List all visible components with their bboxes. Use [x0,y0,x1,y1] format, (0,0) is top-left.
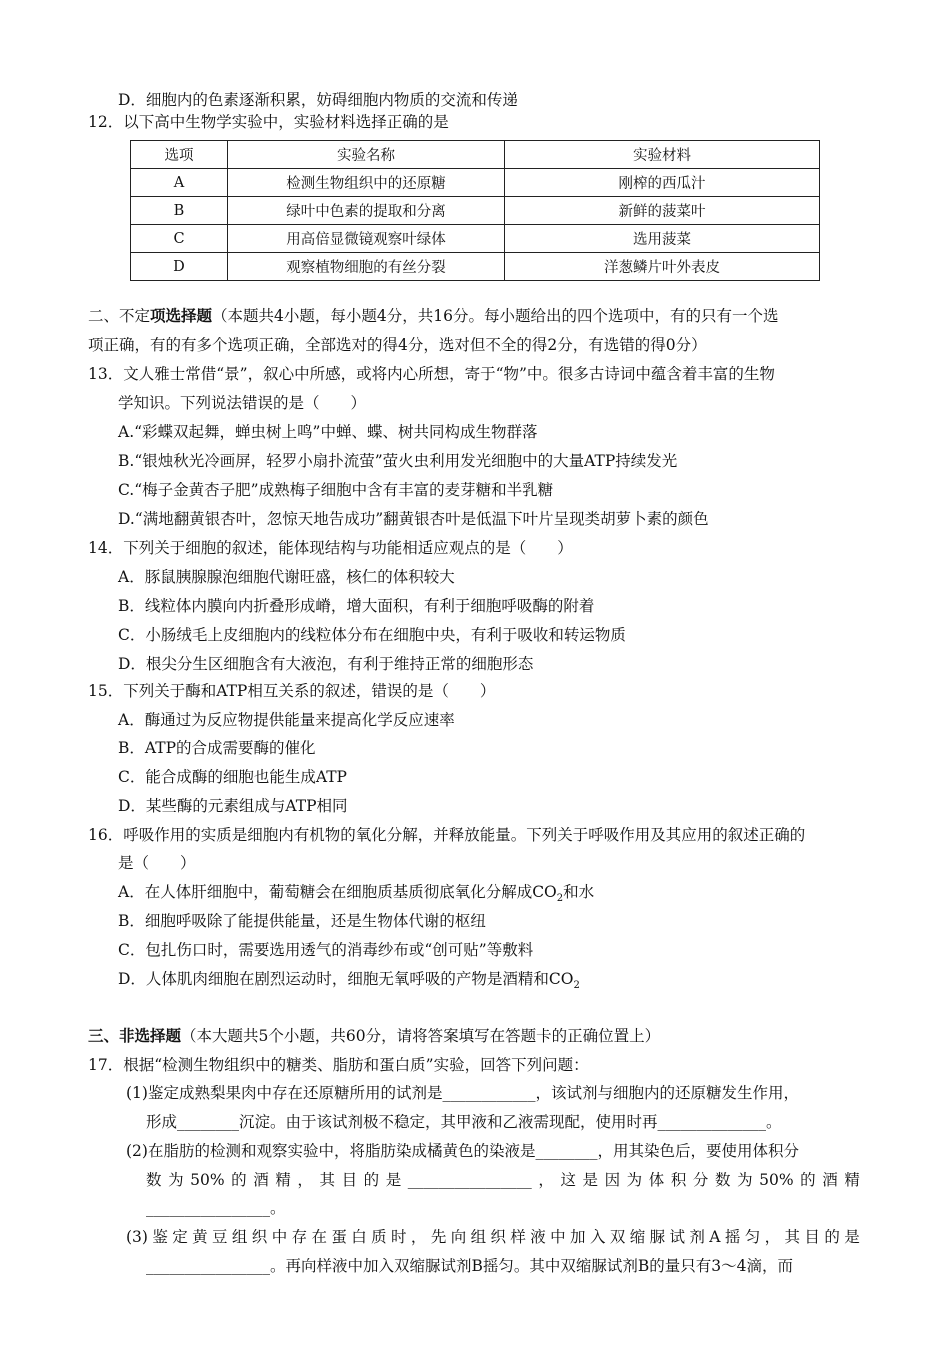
text-token: 的 [363,1171,380,1189]
q16-stem-2: 是（ ） [118,854,196,872]
text-token: ， [538,1171,554,1189]
text-token: 向 [450,1228,467,1246]
section3-desc: （本大题共5个小题，共60分，请将答案填写在答题卡的正确位置上） [181,1027,661,1045]
text-token: 为 [168,1171,184,1189]
text-token: 剂 [689,1228,705,1246]
q13-stem-2: 学知识。下列说法错误的是（ ） [118,394,367,412]
text-token: 这 [560,1171,576,1189]
q17-part1-line1: (1)鉴定成熟梨果肉中存在还原糖所用的试剂是____________，该试剂与细胞内的还原糖发生作用， [126,1084,799,1102]
text-token: ________________ [407,1171,532,1189]
text-token: (3) [126,1228,148,1246]
q13-stem: 13．文人雅士常借“景”，叙心中所感，或将内心所想，寄于“物”中。很多古诗词中蕴含着丰富的生物 [88,365,775,383]
text-token: 为 [737,1171,753,1189]
table-cell: 洋葱鳞片叶外表皮 [505,253,820,281]
table-cell: A [131,169,228,197]
text-token: ， [764,1228,781,1246]
q13-option-a: A.“彩蝶双起舞，蝉虫树上鸣”中蝉、蝶、树共同构成生物群落 [118,423,538,441]
q15-option-a: A．酶通过为反应物提供能量来提高化学反应速率 [118,711,455,729]
q13-option-d: D.“满地翻黄银杏叶，忽惊天地告成功”翻黄银杏叶是低温下叶片呈现类胡萝卜素的颜色 [118,510,709,528]
text-token: 定 [172,1228,188,1246]
text-token: 黄 [192,1228,208,1246]
q17-part2-line2 [146,1170,860,1190]
text-token: 鉴 [152,1228,168,1246]
table-row [131,253,820,281]
text-token: 组 [231,1228,248,1246]
text-token: 存 [291,1228,308,1246]
text-token: 先 [430,1228,447,1246]
text-token: 加 [570,1228,586,1246]
text-token: 织 [490,1228,506,1246]
q11-option-d: D．细胞内的色素逐渐积累，妨碍细胞内物质的交流和传递 [118,91,518,109]
q17-part2-line1: (2)在脂肪的检测和观察实验中，将脂肪染成橘黄色的染液是________，用其染色后，要使用体积分 [126,1142,799,1160]
q17-part3-line2: ________________。再向样液中加入双缩脲试剂B摇匀。其中双缩脲试剂B的量只有3～4滴，而 [146,1257,794,1275]
text-token: 质 [371,1228,387,1246]
text-token: 目 [804,1228,820,1246]
text-token: 豆 [212,1228,228,1246]
subscript: 2 [556,893,564,905]
text-token: 在 [311,1228,327,1246]
q15-option-c: C．能合成酶的细胞也能生成ATP [118,768,347,786]
table-cell: D [131,253,228,281]
table-header-row [131,141,820,169]
q17-part1-line2: 形成________沉淀。由于该试剂极不稳定，其甲液和乙液需现配，使用时再______________。 [146,1113,782,1131]
text-token: 精 [844,1171,860,1189]
table-row [131,225,820,253]
q16-option-a-text: A．在人体肝细胞中，葡萄糖会在细胞质基质彻底氧化分解成CO [118,883,557,901]
text-token: 积 [670,1171,687,1189]
text-token: 样 [510,1228,526,1246]
section2-desc: （本题共4小题，每小题4分，共16分。每小题给出的四个选项中，有的只有一个选 [212,307,779,325]
text-token: 脲 [649,1228,666,1246]
text-token: 白 [351,1228,367,1246]
section3-title: 三、非选择题 [88,1026,182,1045]
q17-stem: 17．根据“检测生物组织中的糖类、脂肪和蛋白质”实验，回答下列问题： [88,1056,589,1074]
q13-option-b: B.“银烛秋光冷画屏，轻罗小扇扑流萤”萤火虫利用发光细胞中的大量ATP持续发光 [118,452,678,470]
text-token: 蛋 [331,1228,347,1246]
q13-option-c: C.“梅子金黄杏子肥”成熟梅子细胞中含有丰富的麦芽糖和半乳糖 [118,481,554,499]
experiment-table [130,140,820,281]
q16-option-a [118,882,594,909]
section2-title-a: 二、不定 [88,307,151,325]
text-token: 其 [784,1228,801,1246]
text-token: 液 [530,1228,546,1246]
text-token: 是 [582,1171,599,1189]
text-token: 试 [669,1228,686,1246]
section2-desc-2: 项正确，有的有多个选项正确，全部选对的得4分，选对但不全的得2分，有选错的得0分） [88,336,707,354]
text-token: 摇 [724,1228,741,1246]
table-cell: 新鲜的菠菜叶 [505,197,820,225]
q17-part2-line3: ________________。 [146,1199,286,1217]
text-token: 缩 [629,1228,646,1246]
section2-heading [88,306,778,326]
text-token: 是 [844,1228,860,1246]
text-token: 数 [714,1171,731,1189]
text-token: 的 [231,1171,247,1189]
text-token: ， [410,1228,427,1246]
text-token: 精 [275,1171,291,1189]
text-token: 入 [589,1228,606,1246]
table-header: 实验材料 [505,141,820,169]
section2-title-b: 项选择题 [150,306,213,325]
q16-option-d [118,969,580,996]
text-token: 分 [692,1171,709,1189]
text-token: 其 [319,1171,335,1189]
table-row [131,169,820,197]
q16-option-d-text: D．人体肌肉细胞在剧烈运动时，细胞无氧呼吸的产物是酒精和CO [118,970,574,988]
text-token: 数 [146,1171,162,1189]
table-row [131,197,820,225]
text-token: 双 [609,1228,626,1246]
text-token: 因 [604,1171,621,1189]
text-token: 为 [626,1171,643,1189]
q14-option-a: A．豚鼠胰腺腺泡细胞代谢旺盛，核仁的体积较大 [118,568,455,586]
q17-part3-line1 [126,1227,860,1247]
table-cell: C [131,225,228,253]
q14-option-c: C．小肠绒毛上皮细胞内的线粒体分布在细胞中央，有利于吸收和转运物质 [118,626,626,644]
q16-option-a-tail: 和水 [563,883,595,901]
table-cell: 选用菠菜 [505,225,820,253]
text-token: 目 [341,1171,358,1189]
table-cell: 刚榨的西瓜汁 [505,169,820,197]
text-token: 的 [824,1228,840,1246]
text-token: ， [297,1171,313,1189]
q14-stem: 14．下列关于细胞的叙述，能体现结构与功能相适应观点的是（ ） [88,539,573,557]
q15-stem: 15．下列关于酶和ATP相互关系的叙述，错误的是（ ） [88,682,496,700]
text-token: 中 [550,1228,566,1246]
table-header: 选项 [131,141,228,169]
section3-heading [88,1026,660,1046]
q16-option-b: B．细胞呼吸除了能提供能量，还是生物体代谢的枢纽 [118,912,486,930]
subscript: 2 [573,980,580,992]
q16-stem: 16．呼吸作用的实质是细胞内有机物的氧化分解，并释放能量。下列关于呼吸作用及其应用的叙述正确的 [88,826,806,844]
text-token: 时 [391,1228,407,1246]
table-cell: B [131,197,228,225]
text-token: A [709,1228,721,1246]
table-cell: 用高倍显微镜观察叶绿体 [228,225,505,253]
table-header: 实验名称 [228,141,505,169]
q12-stem: 12．以下高中生物学实验中，实验材料选择正确的是 [88,113,449,131]
table-cell: 绿叶中色素的提取和分离 [228,197,505,225]
text-token: 酒 [253,1171,269,1189]
text-token: 织 [251,1228,268,1246]
q16-option-c: C．包扎伤口时，需要选用透气的消毒纱布或“创可贴”等敷料 [118,941,534,959]
q14-option-b: B．线粒体内膜向内折叠形成嵴，增大面积，有利于细胞呼吸酶的附着 [118,597,595,615]
text-token: 中 [271,1228,288,1246]
q14-option-d: D．根尖分生区细胞含有大液泡，有利于维持正常的细胞形态 [118,655,534,673]
text-token: 组 [470,1228,487,1246]
text-token: 体 [648,1171,665,1189]
text-token: 50% [190,1171,225,1189]
table-cell: 检测生物组织中的还原糖 [228,169,505,197]
text-token: 匀 [744,1228,761,1246]
text-token: 是 [385,1171,402,1189]
text-token: 的 [800,1171,816,1189]
table-cell: 观察植物细胞的有丝分裂 [228,253,505,281]
text-token: 酒 [822,1171,838,1189]
q15-option-b: B．ATP的合成需要酶的催化 [118,739,316,757]
q15-option-d: D．某些酶的元素组成与ATP相同 [118,797,348,815]
text-token: 50% [759,1171,794,1189]
